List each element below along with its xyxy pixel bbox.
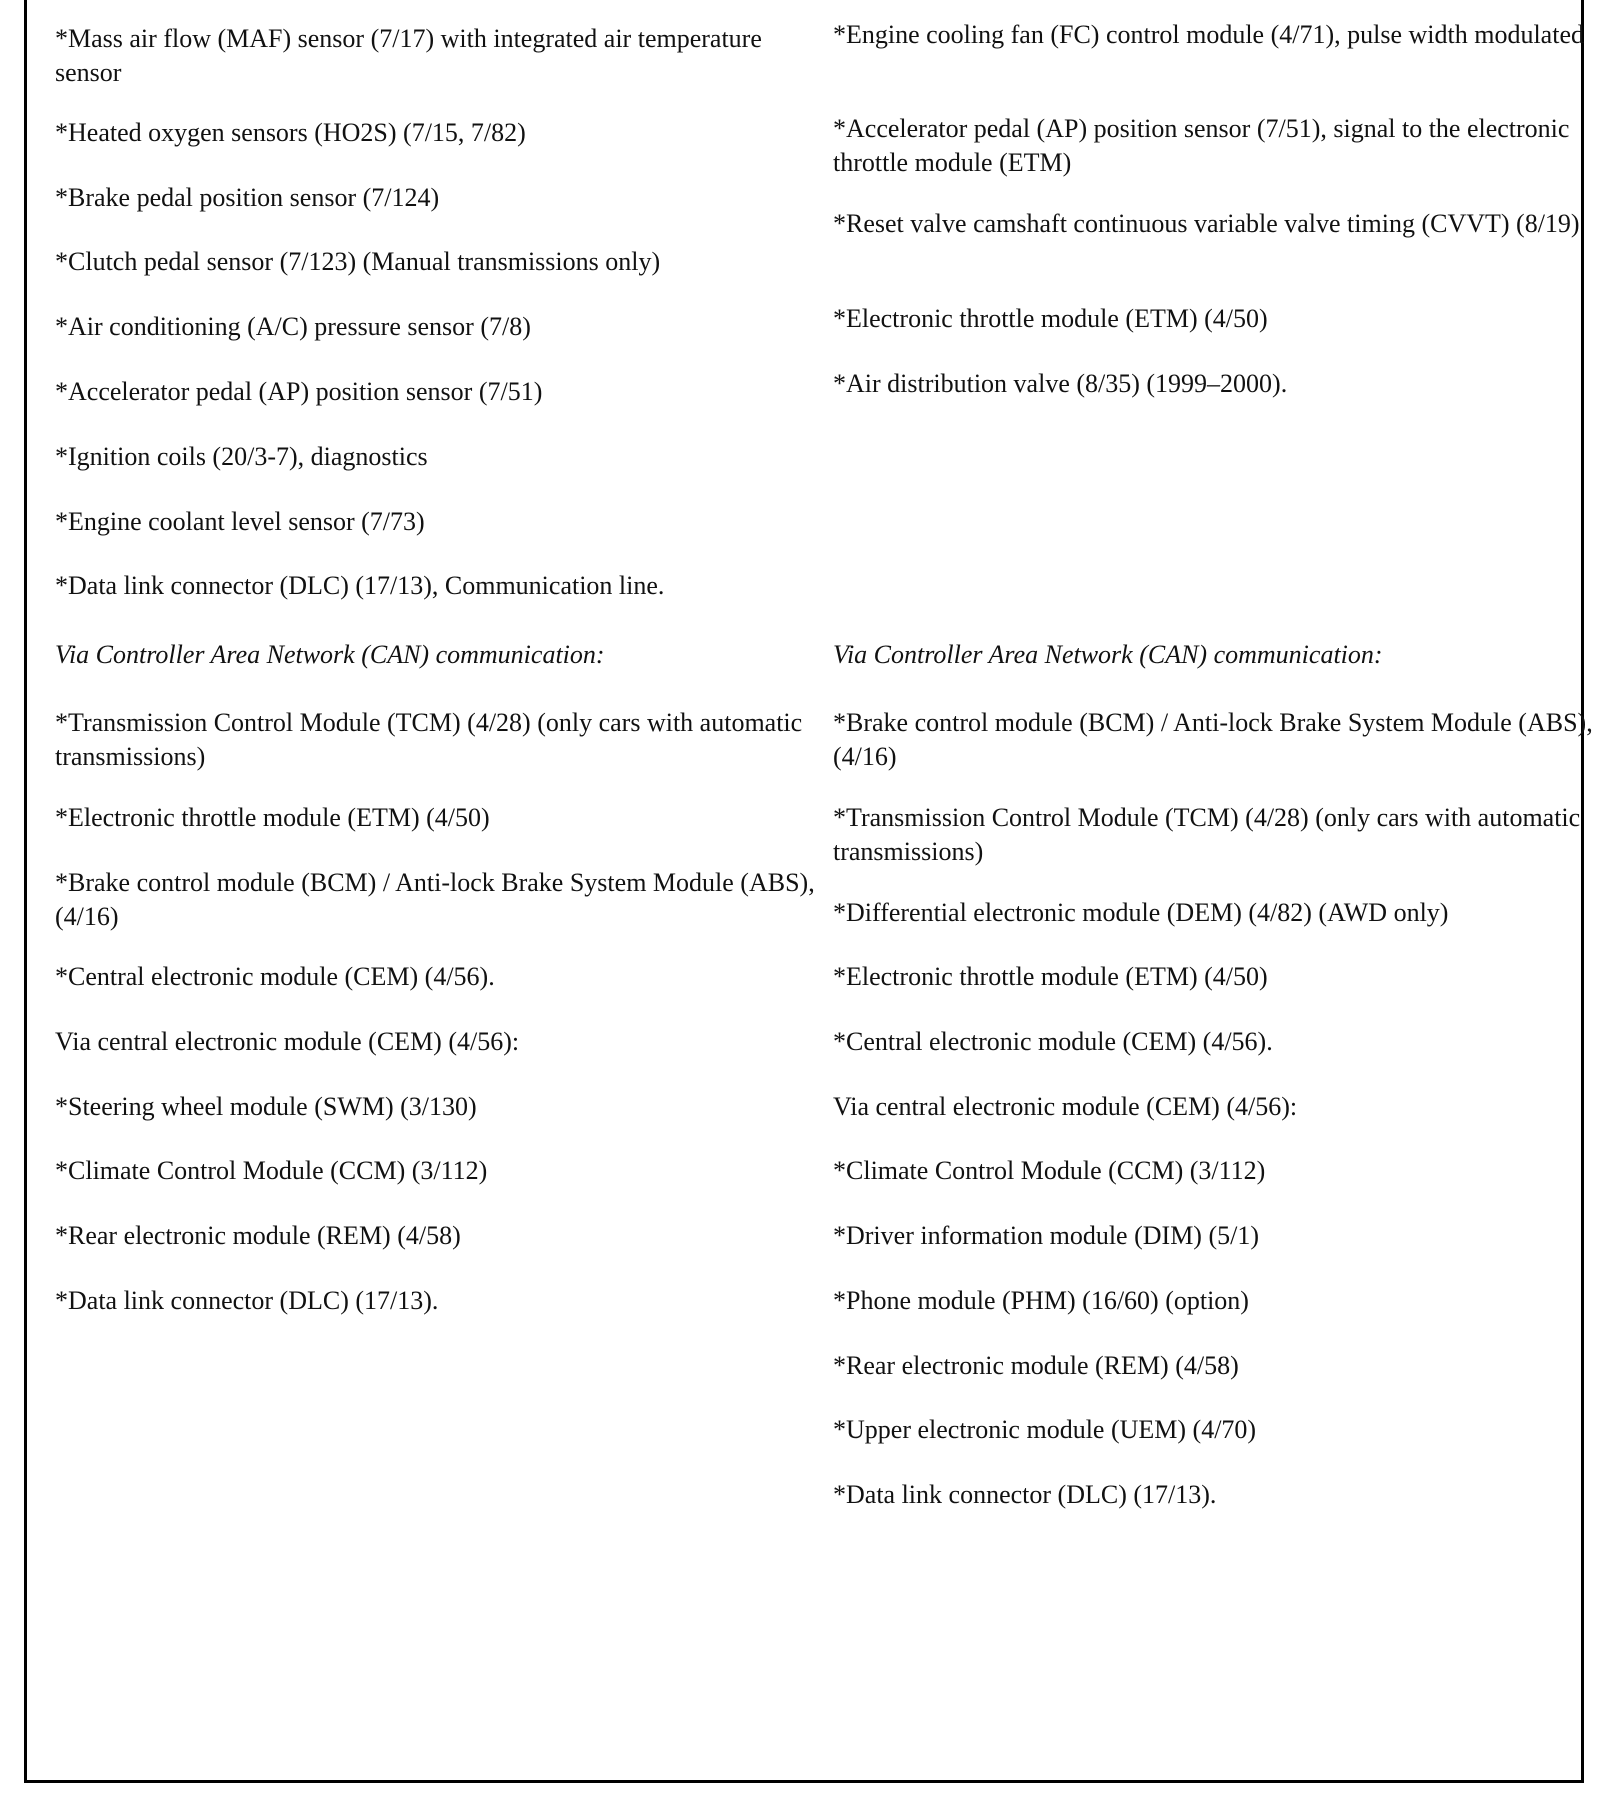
list-item: *Central electronic module (CEM) (4/56). — [833, 1027, 1273, 1056]
list-item: *Electronic throttle module (ETM) (4/50) — [833, 304, 1268, 333]
list-item: *Brake control module (BCM) / Anti-lock Brake System Module (ABS), (4/16) — [55, 868, 815, 931]
list-item: *Mass air flow (MAF) sensor (7/17) with integrated air temperature sensor — [55, 24, 762, 87]
list-item: *Driver information module (DIM) (5/1) — [833, 1221, 1260, 1250]
list-item: *Steering wheel module (SWM) (3/130) — [55, 1092, 477, 1121]
list-item: *Transmission Control Module (TCM) (4/28) (only cars with automatic transmissions) — [55, 708, 803, 771]
document-frame — [24, 0, 1593, 1783]
list-item: *Brake pedal position sensor (7/124) — [55, 183, 440, 212]
list-item: *Data link connector (DLC) (17/13). — [833, 1480, 1217, 1509]
list-item: *Air conditioning (A/C) pressure sensor (7/8) — [55, 312, 531, 341]
section-heading: Via central electronic module (CEM) (4/56): — [833, 1092, 1298, 1121]
list-item: *Air distribution valve (8/35) (1999–2000). — [833, 369, 1288, 398]
list-item: *Phone module (PHM) (16/60) (option) — [833, 1286, 1249, 1315]
list-item: *Transmission Control Module (TCM) (4/28) (only cars with automatic transmissions) — [833, 803, 1581, 866]
list-item: *Ignition coils (20/3-7), diagnostics — [55, 442, 428, 471]
list-item: *Reset valve camshaft continuous variable valve timing (CVVT) (8/19) — [833, 209, 1580, 238]
list-item: *Accelerator pedal (AP) position sensor (7/51), signal to the electronic throttle module (ETM) — [833, 114, 1570, 177]
list-item: *Rear electronic module (REM) (4/58) — [833, 1351, 1239, 1380]
list-item: *Central electronic module (CEM) (4/56). — [55, 962, 495, 991]
section-heading: Via Controller Area Network (CAN) communication: — [55, 640, 605, 669]
section-heading: Via central electronic module (CEM) (4/56): — [55, 1027, 520, 1056]
list-item: *Clutch pedal sensor (7/123) (Manual transmissions only) — [55, 247, 661, 276]
list-item: *Climate Control Module (CCM) (3/112) — [833, 1156, 1266, 1185]
list-item: *Heated oxygen sensors (HO2S) (7/15, 7/82) — [55, 118, 526, 147]
list-item: *Differential electronic module (DEM) (4/82) (AWD only) — [833, 898, 1449, 927]
list-item: *Brake control module (BCM) / Anti-lock Brake System Module (ABS), (4/16) — [833, 708, 1593, 771]
list-item: *Electronic throttle module (ETM) (4/50) — [833, 962, 1268, 991]
list-item: *Rear electronic module (REM) (4/58) — [55, 1221, 461, 1250]
list-item: *Data link connector (DLC) (17/13), Communication line. — [55, 571, 665, 600]
section-heading: Via Controller Area Network (CAN) communication: — [833, 640, 1383, 669]
list-item: *Engine coolant level sensor (7/73) — [55, 507, 425, 536]
list-item: *Engine cooling fan (FC) control module (4/71), pulse width modulated — [833, 20, 1584, 49]
list-item: *Data link connector (DLC) (17/13). — [55, 1286, 439, 1315]
list-item: *Electronic throttle module (ETM) (4/50) — [55, 803, 490, 832]
list-item: *Climate Control Module (CCM) (3/112) — [55, 1156, 488, 1185]
list-item: *Upper electronic module (UEM) (4/70) — [833, 1415, 1257, 1444]
list-item: *Accelerator pedal (AP) position sensor (7/51) — [55, 377, 543, 406]
